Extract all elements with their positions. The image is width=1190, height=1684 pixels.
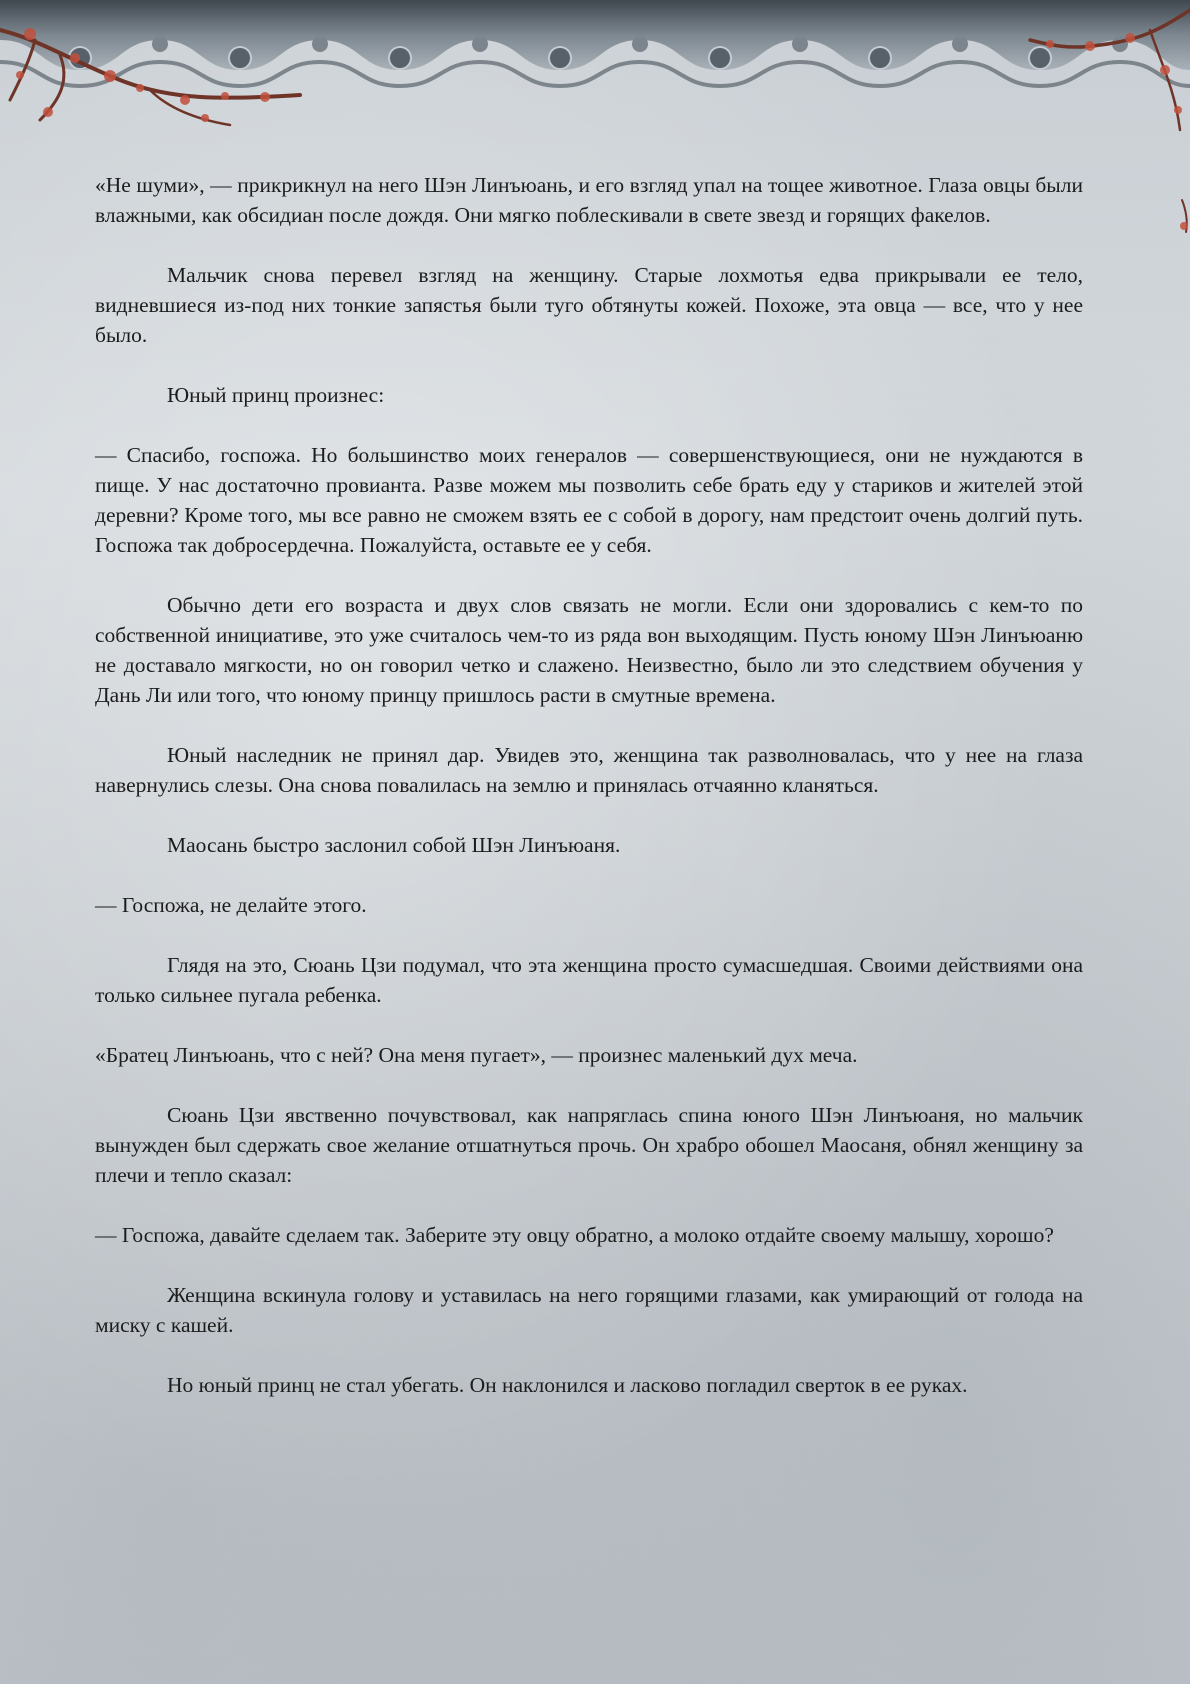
paragraph: — Спасибо, госпожа. Но большинство моих генералов — совершенствующиеся, они не нуждаются в пище. У нас достаточно провианта. Разве можем мы позволить себе брать еду у стариков и жителей этой деревни? Кроме того, мы все равно не сможем взять ее с собой в дорогу, нам предстоит очень долгий путь. Госпожа так добросердечна. Пожалуйста, оставьте ее у себя. — [95, 443, 1083, 557]
paragraph: «Не шуми», — прикрикнул на него Шэн Линъюань, и его взгляд упал на тощее животное. Глаза овцы были влажными, как обсидиан после дождя. Они мягко поблескивали в свете звезд и горящих факелов. — [95, 173, 1083, 227]
paragraph: «Братец Линъюань, что с ней? Она меня пугает», — произнес маленький дух меча. — [95, 1043, 858, 1067]
paragraph: Маосань быстро заслонил собой Шэн Линъюаня. — [167, 833, 621, 857]
paragraph: Глядя на это, Сюань Цзи подумал, что эта женщина просто сумасшедшая. Своими действиями она только сильнее пугала ребенка. — [95, 953, 1083, 1007]
paragraph: Мальчик снова перевел взгляд на женщину. Старые лохмотья едва прикрывали ее тело, видневшиеся из-под них тонкие запястья были туго обтянуты кожей. Похоже, эта овца — все, что у нее было. — [95, 263, 1083, 347]
paragraph: Но юный принц не стал убегать. Он наклонился и ласково погладил сверток в ее руках. — [167, 1373, 968, 1397]
plum-branch-left-decoration — [0, 0, 320, 140]
paragraph: — Госпожа, не делайте этого. — [95, 893, 367, 917]
paragraph: Женщина вскинула голову и уставилась на него горящими глазами, как умирающий от голода на миску с кашей. — [95, 1283, 1083, 1337]
document-body — [95, 170, 1083, 1430]
paragraph: Обычно дети его возраста и двух слов связать не могли. Если они здоровались с кем-то по собственной инициативе, это уже считалось чем-то из ряда вон выходящим. Пусть юному Шэн Линъюаню не доставало мягкости, но он говорил четко и слажено. Неизвестно, было ли это следствием обучения у Дань Ли или того, что юному принцу пришлось расти в смутные времена. — [95, 593, 1083, 707]
paragraph: Сюань Цзи явственно почувствовал, как напряглась спина юного Шэн Линъюаня, но мальчик вынужден был сдержать свое желание отшатнуться прочь. Он храбро обошел Маосаня, обнял женщину за плечи и тепло сказал: — [95, 1103, 1083, 1187]
paragraph: Юный наследник не принял дар. Увидев это, женщина так разволновалась, что у нее на глаза навернулись слезы. Она снова повалилась на землю и принялась отчаянно кланяться. — [95, 743, 1083, 797]
paragraph: Юный принц произнес: — [167, 383, 385, 407]
paragraph: — Госпожа, давайте сделаем так. Заберите эту овцу обратно, а молоко отдайте своему малышу, хорошо? — [95, 1223, 1054, 1247]
